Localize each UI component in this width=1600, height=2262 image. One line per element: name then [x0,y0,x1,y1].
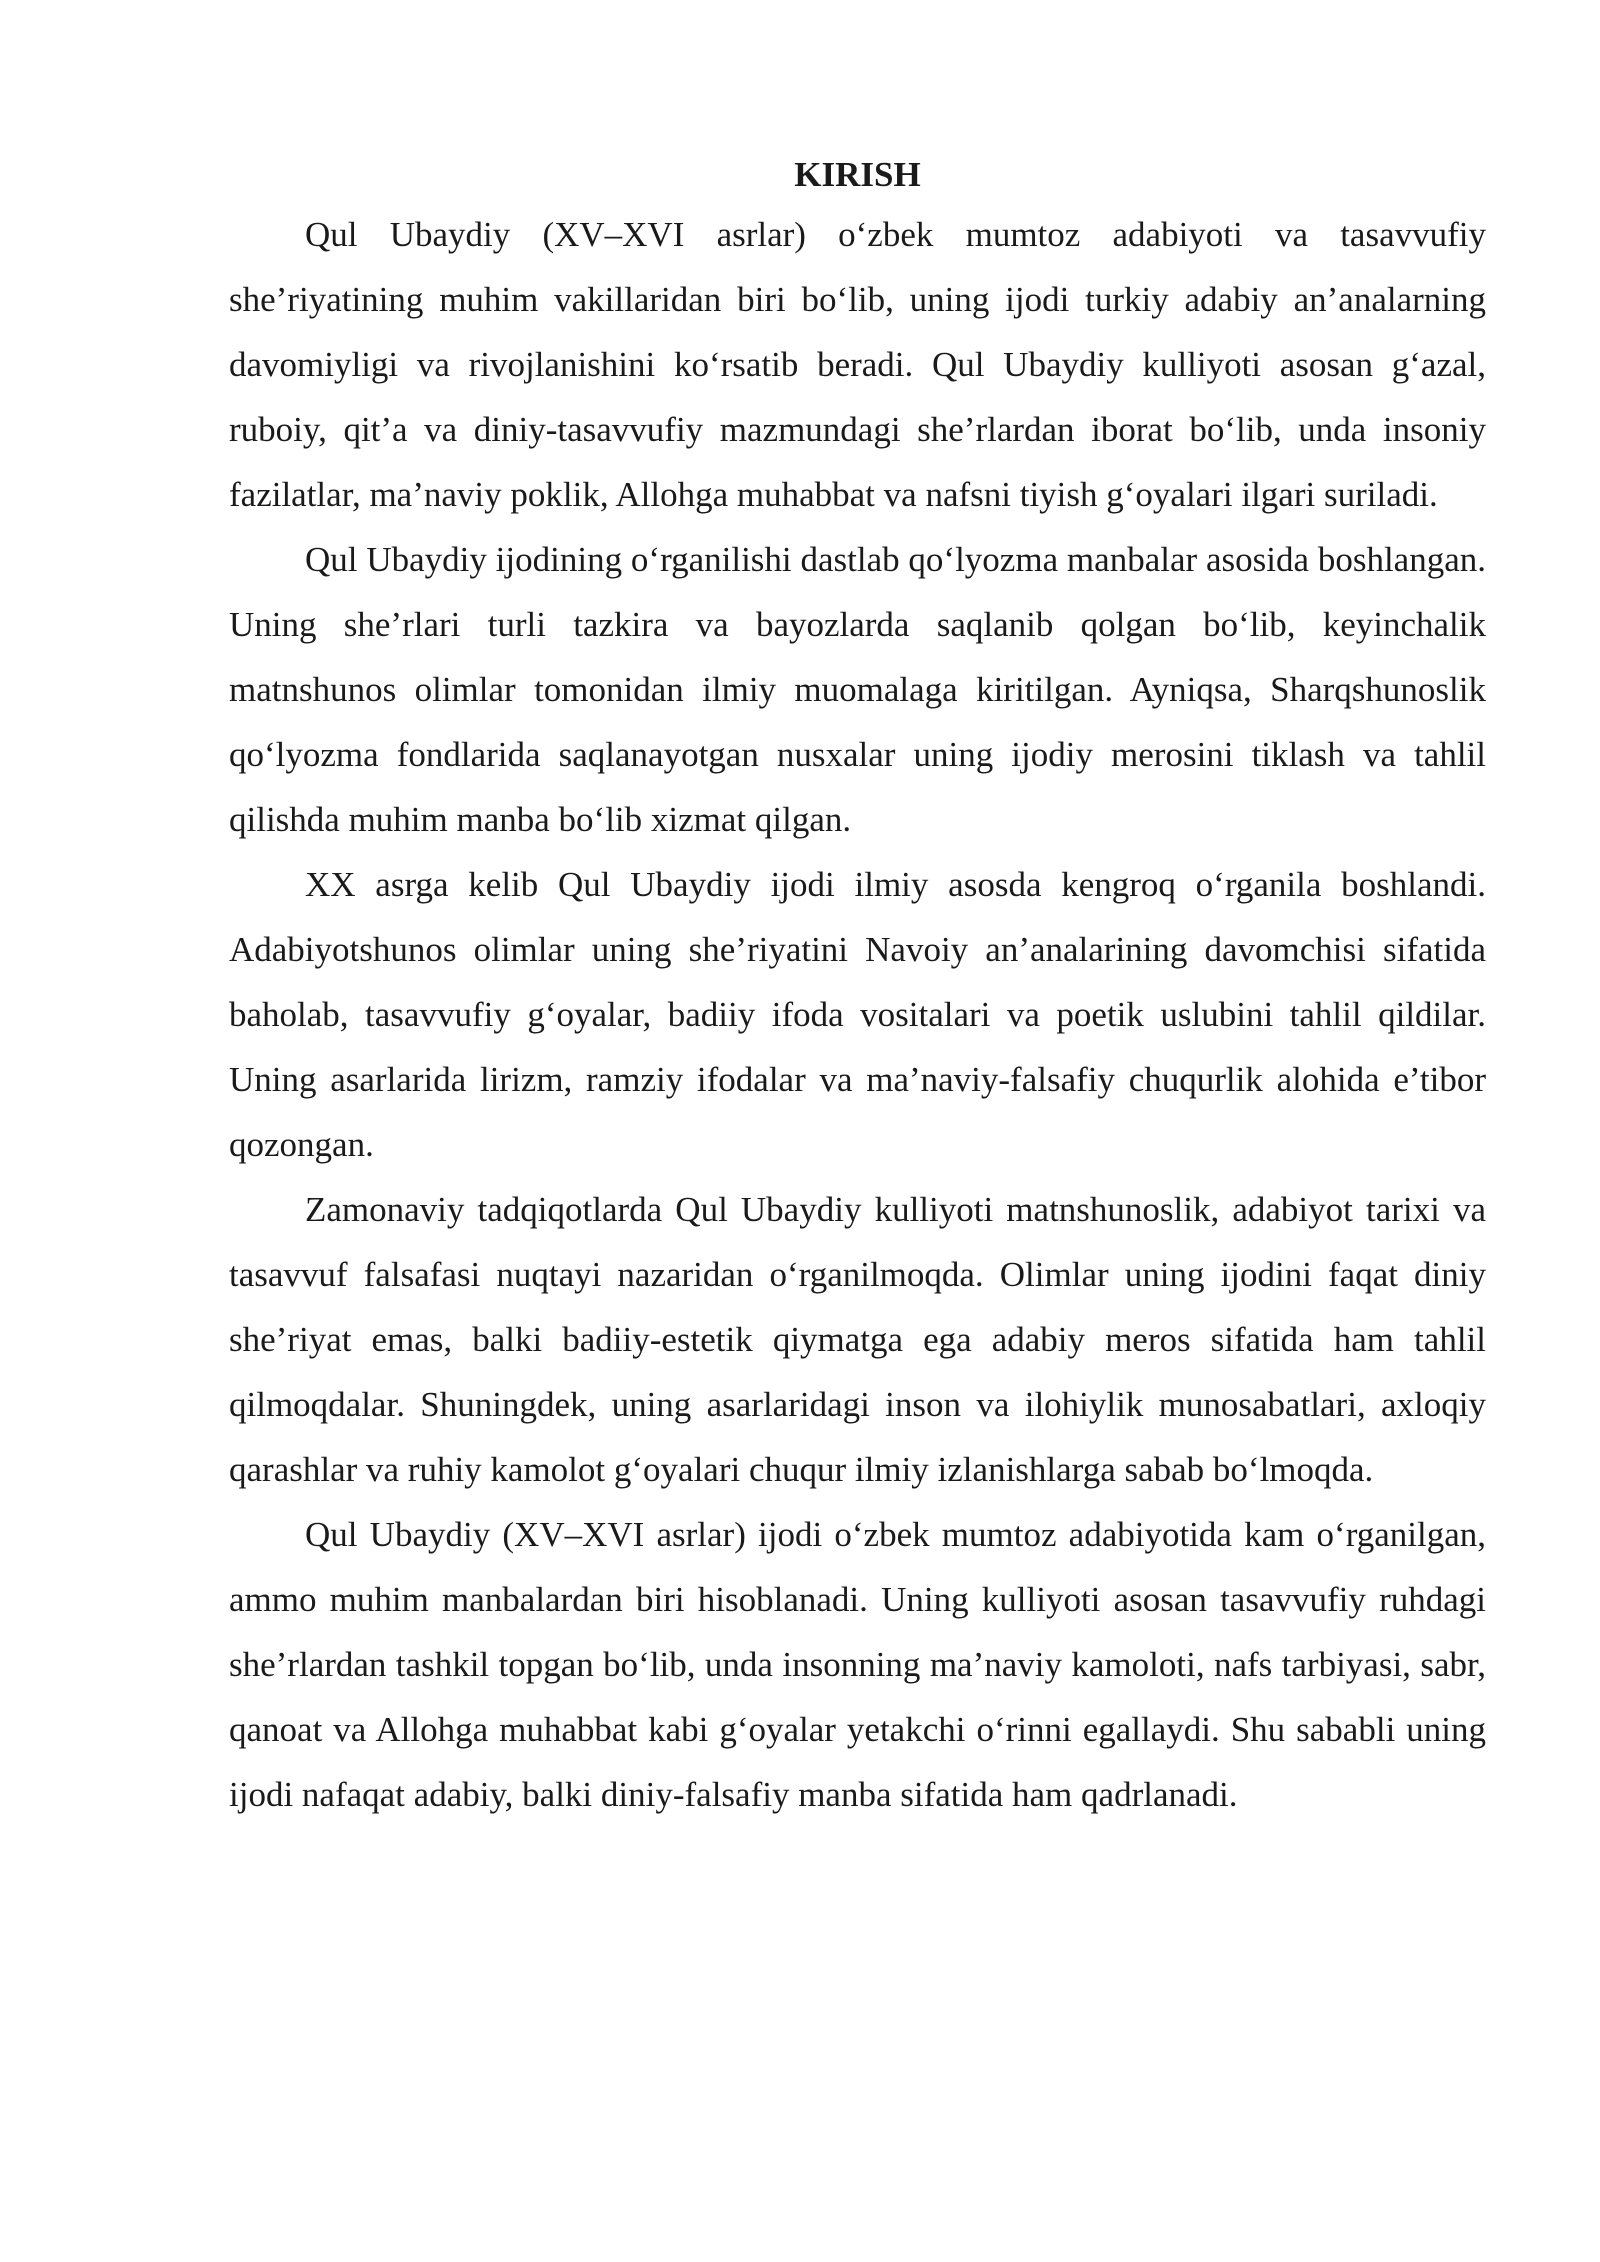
paragraph-5: Qul Ubaydiy (XV–XVI asrlar) ijodi o‘zbek mumtoz adabiyotida kam o‘rganilgan, ammo muhim manbalardan biri hisoblanadi. Uning kulliyoti asosan tasavvufiy ruhdagi she’rlardan tashkil topgan bo‘lib, unda insonning ma’naviy kamoloti, nafs tarbiyasi, sabr, qanoat va Allohga muhabbat kabi g‘oyalar yetakchi o‘rinni egallaydi. Shu sababli uning ijodi nafaqat adabiy, balki diniy-falsafiy manba sifatida ham qadrlanadi. [229,1515,1486,1814]
paragraph-3: XX asrga kelib Qul Ubaydiy ijodi ilmiy asosda kengroq o‘rganila boshlandi. Adabiyotshunos olimlar uning she’riyatini Navoiy an’analarining davomchisi sifatida baholab, tasavvufiy g‘oyalar, badiiy ifoda vositalari va poetik uslubini tahlil qildilar. Uning asarlarida lirizm, ramziy ifodalar va ma’naviy-falsafiy chuqurlik alohida e’tibor qozongan. [229,865,1486,1164]
paragraph-4: Zamonaviy tadqiqotlarda Qul Ubaydiy kulliyoti matnshunoslik, adabiyot tarixi va tasavvuf falsafasi nuqtayi nazaridan o‘rganilmoqda. Olimlar uning ijodini faqat diniy she’riyat emas, balki badiiy-estetik qiymatga ega adabiy meros sifatida ham tahlil qilmoqdalar. Shuningdek, uning asarlaridagi inson va ilohiylik munosabatlari, axloqiy qarashlar va ruhiy kamolot g‘oyalari chuqur ilmiy izlanishlarga sabab bo‘lmoqda. [229,1190,1486,1489]
paragraph-1: Qul Ubaydiy (XV–XVI asrlar) o‘zbek mumtoz adabiyoti va tasavvufiy she’riyatining muhim vakillaridan biri bo‘lib, uning ijodi turkiy adabiy an’analarning davomiyligi va rivojlanishini ko‘rsatib beradi. Qul Ubaydiy kulliyoti asosan g‘azal, ruboiy, qit’a va diniy-tasavvufiy mazmundagi she’rlardan iborat bo‘lib, unda insoniy fazilatlar, ma’naviy poklik, Allohga muhabbat va nafsni tiyish g‘oyalari ilgari suriladi. [229,215,1486,514]
document-body [229,148,1486,1827]
document-heading: KIRISH [794,155,921,194]
paragraph-2: Qul Ubaydiy ijodining o‘rganilishi dastlab qo‘lyozma manbalar asosida boshlangan. Uning she’rlari turli tazkira va bayozlarda saqlanib qolgan bo‘lib, keyinchalik matnshunos olimlar tomonidan ilmiy muomalaga kiritilgan. Ayniqsa, Sharqshunoslik qo‘lyozma fondlarida saqlanayotgan nusxalar uning ijodiy merosini tiklash va tahlil qilishda muhim manba bo‘lib xizmat qilgan. [229,540,1486,839]
